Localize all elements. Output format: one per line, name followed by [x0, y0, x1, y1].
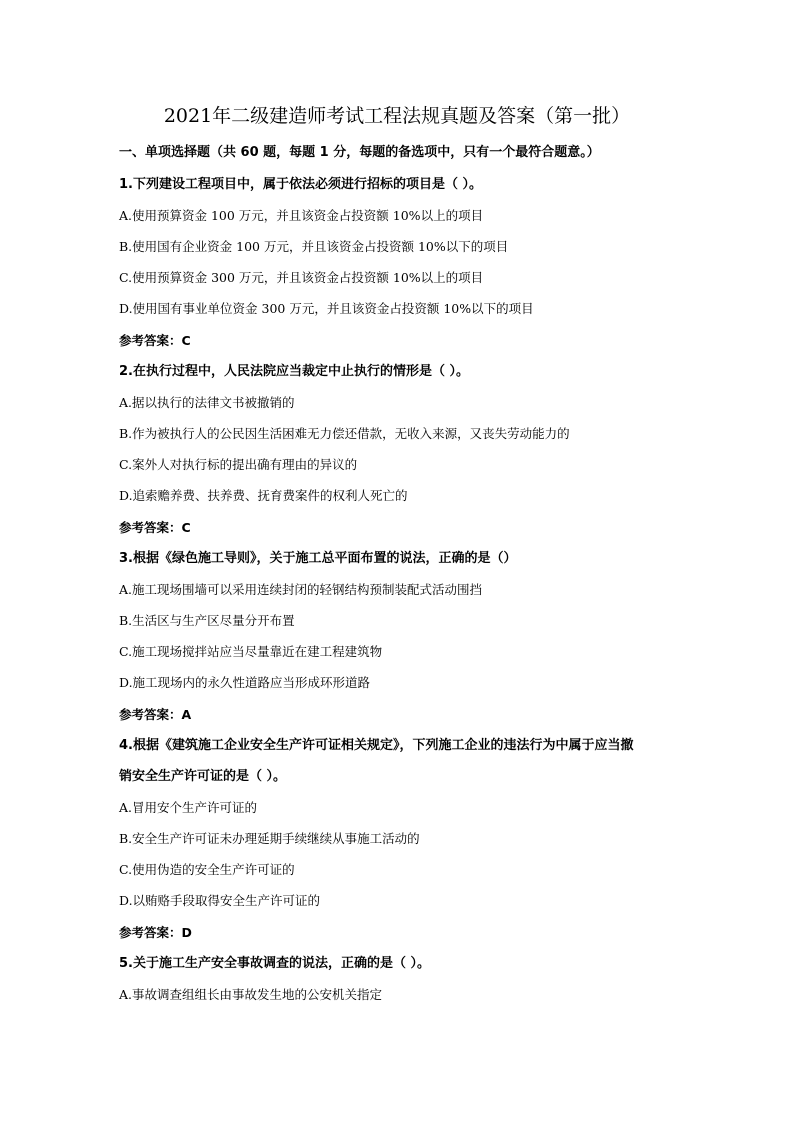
question-3-option-a: A.施工现场围墙可以采用连续封闭的轻钢结构预制装配式活动围挡: [119, 582, 483, 597]
question-4-option-d: D.以贿赂手段取得安全生产许可证的: [119, 893, 321, 908]
question-2-option-b: B.作为被执行人的公民因生活困难无力偿还借款，无收入来源，又丧失劳动能力的: [119, 426, 570, 441]
question-2-option-c: C.案外人对执行标的提出确有理由的异议的: [119, 457, 358, 472]
question-2-option-a: A.据以执行的法律文书被撤销的: [119, 395, 295, 410]
section-heading: 一、单项选择题（共 60 题，每题 1 分，每题的备选项中，只有一个最符合题意。）: [119, 145, 600, 160]
question-4-answer: 参考答案：D: [119, 925, 192, 940]
question-3-option-b: B.生活区与生产区尽量分开布置: [119, 613, 295, 628]
question-2-answer: 参考答案：C: [119, 520, 191, 535]
question-1-answer: 参考答案：C: [119, 333, 191, 348]
question-4-option-a: A.冒用安个生产许可证的: [119, 800, 258, 815]
question-3-option-c: C.施工现场搅拌站应当尽量靠近在建工程建筑物: [119, 644, 383, 659]
question-1-option-b: B.使用国有企业资金 100 万元，并且该资金占投资额 10%以下的项目: [119, 239, 509, 254]
question-1-option-d: D.使用国有事业单位资金 300 万元，并且该资金占投资额 10%以下的项目: [119, 301, 534, 316]
question-1-stem: 1.下列建设工程项目中，属于依法必须进行招标的项目是（ ）。: [119, 177, 483, 192]
question-3-answer: 参考答案：A: [119, 707, 192, 722]
question-3-option-d: D.施工现场内的永久性道路应当形成环形道路: [119, 675, 371, 690]
question-5-option-a: A.事故调查组组长由事故发生地的公安机关指定: [119, 987, 383, 1002]
document-title: 2021年二级建造师考试工程法规真题及答案（第一批）: [163, 105, 631, 127]
question-4-stem: 4.根据《建筑施工企业安全生产许可证相关规定》，下列施工企业的违法行为中属于应当撤: [119, 738, 634, 753]
question-4-option-c: C.使用伪造的安全生产许可证的: [119, 862, 295, 877]
question-4-stem-continued: 销安全生产许可证的是（ ）。: [119, 769, 287, 784]
question-3-stem: 3.根据《绿色施工导则》，关于施工总平面布置的说法，正确的是（）: [119, 551, 517, 566]
question-2-stem: 2.在执行过程中，人民法院应当裁定中止执行的情形是（ ）。: [119, 364, 470, 379]
question-5-stem: 5.关于施工生产安全事故调查的说法，正确的是（ ）。: [119, 956, 431, 971]
question-2-option-d: D.追索赡养费、扶养费、抚育费案件的权利人死亡的: [119, 488, 408, 503]
question-1-option-c: C.使用预算资金 300 万元，并且该资金占投资额 10%以上的项目: [119, 270, 484, 285]
question-1-option-a: A.使用预算资金 100 万元，并且该资金占投资额 10%以上的项目: [119, 208, 484, 223]
question-4-option-b: B.安全生产许可证未办理延期手续继续从事施工活动的: [119, 831, 420, 846]
